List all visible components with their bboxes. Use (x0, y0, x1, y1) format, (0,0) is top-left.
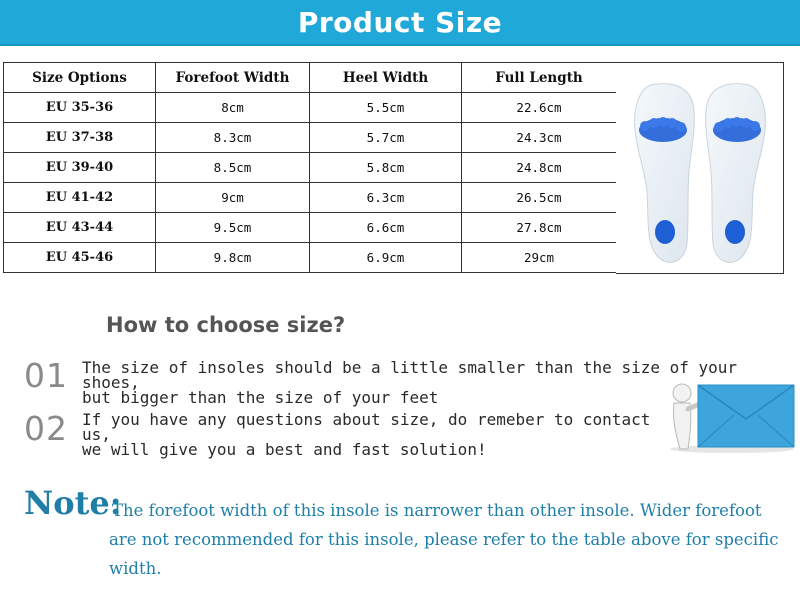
full-length-cell: 26.5cm (462, 183, 617, 213)
column-header: Size Options (4, 63, 156, 93)
forefoot-width-cell: 8.5cm (156, 153, 310, 183)
forefoot-width-cell: 9.8cm (156, 243, 310, 273)
size-option-cell: EU 45-46 (4, 243, 156, 273)
size-option-cell: EU 35-36 (4, 93, 156, 123)
step-line: we will give you a best and fast solution! (82, 440, 487, 459)
full-length-cell: 27.8cm (462, 213, 617, 243)
step-number: 02 (24, 409, 68, 448)
envelope-icon (660, 375, 800, 455)
insoles-product-image (625, 68, 775, 268)
full-length-cell: 29cm (462, 243, 617, 273)
note-text: The forefoot width of this insole is narrower than other insole. Wider forefoot are not recommended for this insole, please refer to the table above for specific width. (109, 501, 779, 578)
heel-width-cell: 5.7cm (310, 123, 462, 153)
step-text (82, 360, 742, 405)
heel-width-cell: 6.3cm (310, 183, 462, 213)
step-number: 01 (24, 356, 68, 395)
table-row (4, 123, 617, 153)
right-insole (705, 84, 765, 263)
title-banner (0, 0, 800, 46)
column-header: Full Length (462, 63, 617, 93)
step-line: If you have any questions about size, do remeber to contact us, (82, 410, 651, 444)
full-length-cell: 24.8cm (462, 153, 617, 183)
size-option-cell: EU 37-38 (4, 123, 156, 153)
forefoot-width-cell: 9.5cm (156, 213, 310, 243)
step-line: but bigger than the size of your feet (82, 388, 439, 407)
size-option-cell: EU 43-44 (4, 213, 156, 243)
forefoot-width-cell: 9cm (156, 183, 310, 213)
forefoot-width-cell: 8.3cm (156, 123, 310, 153)
table-header-row (4, 63, 617, 93)
column-header: Forefoot Width (156, 63, 310, 93)
heel-width-cell: 6.9cm (310, 243, 462, 273)
heel-width-cell: 5.8cm (310, 153, 462, 183)
size-option-cell: EU 39-40 (4, 153, 156, 183)
heel-width-cell: 6.6cm (310, 213, 462, 243)
size-option-cell: EU 41-42 (4, 183, 156, 213)
size-guide-heading: How to choose size? (106, 313, 346, 337)
step-line: The size of insoles should be a little smaller than the size of your shoes, (82, 358, 738, 392)
size-table (3, 62, 617, 273)
table-row (4, 243, 617, 273)
left-insole (634, 84, 694, 263)
table-row (4, 183, 617, 213)
table-row (4, 153, 617, 183)
contact-illustration (660, 375, 800, 455)
table-row (4, 213, 617, 243)
page-title: Product Size (297, 5, 503, 39)
table-row (4, 93, 617, 123)
forefoot-width-cell: 8cm (156, 93, 310, 123)
note-label: Note: (24, 484, 122, 522)
full-length-cell: 24.3cm (462, 123, 617, 153)
full-length-cell: 22.6cm (462, 93, 617, 123)
heel-width-cell: 5.5cm (310, 93, 462, 123)
product-image-cell (616, 62, 784, 274)
step-text (82, 412, 657, 457)
column-header: Heel Width (310, 63, 462, 93)
